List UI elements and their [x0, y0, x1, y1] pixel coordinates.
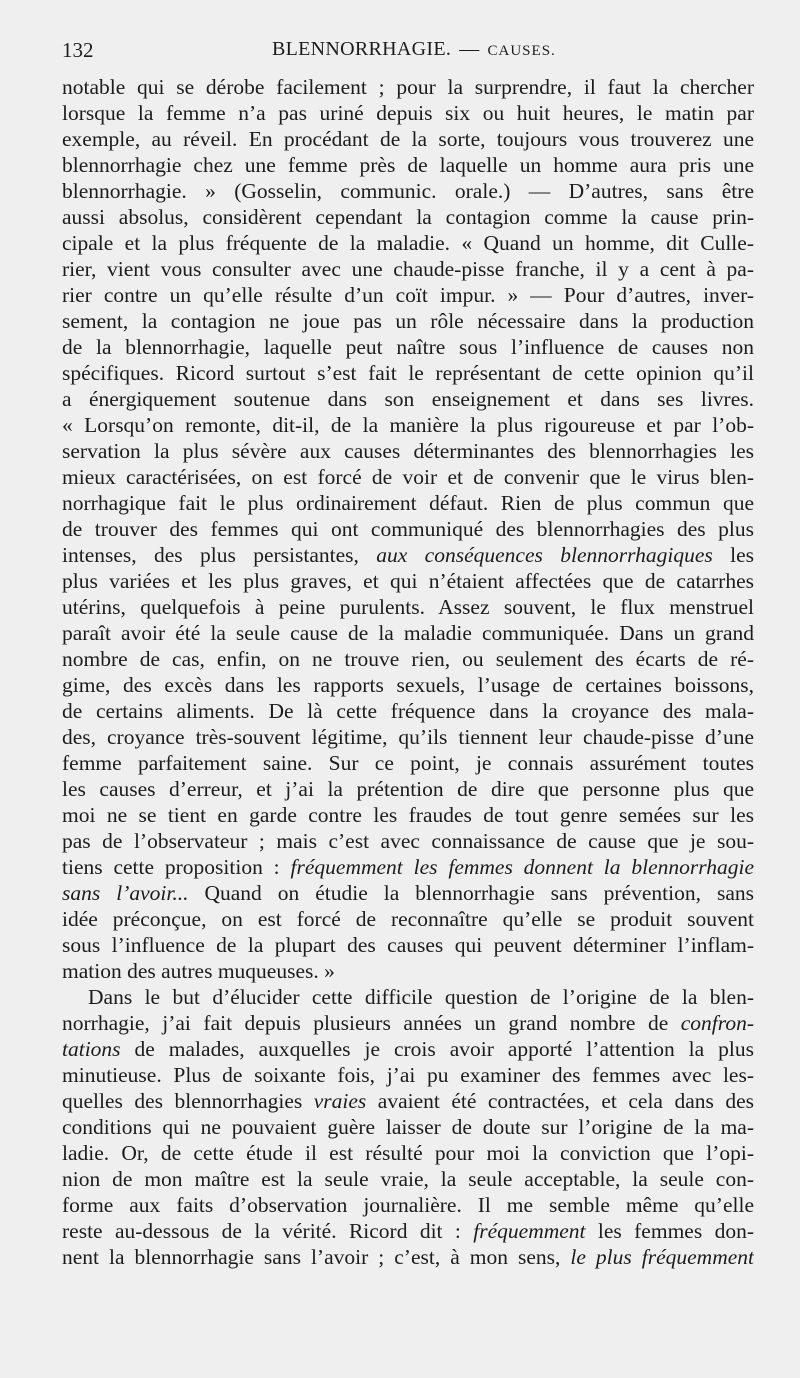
- text-segment: paraît avoir été la seule cause de la maladie communiquée. Dans un grand: [62, 621, 754, 645]
- text-line: [62, 542, 754, 568]
- text-line: [62, 802, 754, 828]
- text-segment: « Lorsqu’on remonte, dit-il, de la manière la plus rigoureuse et par l’ob-: [62, 413, 754, 437]
- text-line: [62, 1166, 754, 1192]
- text-line: [62, 594, 754, 620]
- text-segment: Quand on étudie la blennorrhagie sans prévention, sans: [188, 881, 754, 905]
- text-line: [62, 412, 754, 438]
- text-segment: de certains aliments. De là cette fréquence dans la croyance des mala-: [62, 699, 754, 723]
- text-segment: cipale et la plus fréquente de la maladie. « Quand un homme, dit Culle-: [62, 231, 754, 255]
- text-segment: intenses, des plus persistantes,: [62, 543, 377, 567]
- text-segment: notable qui se dérobe facilement ; pour la surprendre, il faut la chercher: [62, 75, 754, 99]
- text-segment: les causes d’erreur, et j’ai la prétention de dire que personne plus que: [62, 777, 754, 801]
- text-segment: nombre de cas, enfin, on ne trouve rien, ou seulement des écarts de ré-: [62, 647, 754, 671]
- text-line: [62, 776, 754, 802]
- text-segment: utérins, quelquefois à peine purulents. Assez souvent, le flux menstruel: [62, 595, 754, 619]
- text-line: [62, 204, 754, 230]
- text-line: [62, 360, 754, 386]
- text-segment: forme aux faits d’observation journalière. Il me semble même qu’elle: [62, 1193, 754, 1217]
- italic-text: tations: [62, 1037, 121, 1061]
- text-segment: quelles des blennorrhagies: [62, 1089, 314, 1113]
- text-line: [62, 256, 754, 282]
- text-segment: minutieuse. Plus de soixante fois, j’ai pu examiner des femmes avec les-: [62, 1063, 754, 1087]
- running-head: [62, 38, 752, 66]
- text-segment: plus variées et les plus graves, et qui n’étaient affectées que de catarrhes: [62, 569, 754, 593]
- text-segment: Dans le but d’élucider cette difficile question de l’origine de la blen-: [88, 985, 754, 1009]
- text-line: [62, 178, 754, 204]
- italic-text: fréquemment les femmes donnent la blennorrhagie: [290, 855, 754, 879]
- text-segment: aussi absolus, considèrent cependant la contagion comme la cause prin-: [62, 205, 754, 229]
- text-line: [62, 152, 754, 178]
- text-line: [62, 828, 754, 854]
- text-segment: tiens cette proposition :: [62, 855, 291, 879]
- running-title: [272, 38, 556, 61]
- text-line: [62, 230, 754, 256]
- text-line: [62, 282, 754, 308]
- text-segment: les: [712, 543, 754, 567]
- italic-text: aux conséquences blennorrhagiques: [376, 543, 713, 567]
- text-segment: norrhagie, j’ai fait depuis plusieurs années un grand nombre de: [62, 1011, 681, 1035]
- text-line: [62, 100, 754, 126]
- text-segment: blennorrhagie. » (Gosselin, communic. orale.) — D’autres, sans être: [62, 179, 754, 203]
- text-line: [62, 464, 754, 490]
- text-segment: sous l’influence de la plupart des causes qui peuvent déterminer l’inflam-: [62, 933, 754, 957]
- text-segment: rier, vient vous consulter avec une chaude-pisse franche, il y a cent à pa-: [62, 257, 754, 281]
- text-segment: les femmes don-: [585, 1219, 754, 1243]
- text-segment: reste au-dessous de la vérité. Ricord dit :: [62, 1219, 474, 1243]
- text-line: [62, 958, 754, 984]
- text-segment: moi ne se tient en garde contre les fraudes de tout genre semées sur les: [62, 803, 754, 827]
- italic-text: sans l’avoir...: [62, 881, 189, 905]
- text-segment: de trouver des femmes qui ont communiqué des blennorrhagies des plus: [62, 517, 754, 541]
- text-line: [62, 516, 754, 542]
- italic-text: confron-: [680, 1011, 754, 1035]
- italic-text: fréquemment: [473, 1219, 586, 1243]
- text-segment: de la blennorrhagie, laquelle peut naître sous l’influence de causes non: [62, 335, 754, 359]
- text-segment: conditions qui ne pouvaient guère laisser de doute sur l’origine de la ma-: [62, 1115, 754, 1139]
- text-segment: sement, la contagion ne joue pas un rôle nécessaire dans la production: [62, 309, 754, 333]
- text-line: [62, 386, 754, 412]
- text-line: [62, 1192, 754, 1218]
- text-line: [62, 1114, 754, 1140]
- text-line: [62, 854, 754, 880]
- text-line: [62, 880, 754, 906]
- text-segment: servation la plus sévère aux causes déterminantes des blennorrhagies les: [62, 439, 754, 463]
- text-segment: des, croyance très-souvent légitime, qu’ils tiennent leur chaude-pisse d’une: [62, 725, 754, 749]
- text-line: [62, 308, 754, 334]
- text-segment: pas de l’observateur ; mais c’est avec connaissance de cause que je sou-: [62, 829, 754, 853]
- text-segment: exemple, au réveil. En procédant de la sorte, toujours vous trouverez une: [62, 127, 754, 151]
- italic-text: vraies: [313, 1089, 367, 1113]
- text-segment: mation des autres muqueuses. »: [62, 959, 335, 983]
- text-segment: de malades, auxquelles je crois avoir apporté l’attention la plus: [120, 1037, 754, 1061]
- text-line: [62, 1244, 754, 1270]
- text-line: [62, 724, 754, 750]
- text-line: [62, 1140, 754, 1166]
- text-line: [62, 568, 754, 594]
- text-segment: nent la blennorrhagie sans l’avoir ; c’est, à mon sens,: [62, 1245, 571, 1269]
- text-segment: blennorrhagie chez une femme près de laquelle un homme aura pris une: [62, 153, 754, 177]
- text-segment: rier contre un qu’elle résulte d’un coït impur. » — Pour d’autres, inver-: [62, 283, 754, 307]
- text-line: [62, 698, 754, 724]
- text-line: [62, 438, 754, 464]
- text-line: [62, 1010, 754, 1036]
- text-line: [62, 1062, 754, 1088]
- page-number: 132: [62, 38, 94, 62]
- body-text: [62, 74, 754, 1270]
- text-line: [62, 672, 754, 698]
- text-line: [62, 906, 754, 932]
- text-segment: norrhagique fait le plus ordinairement défaut. Rien de plus commun que: [62, 491, 754, 515]
- text-line: [62, 646, 754, 672]
- text-segment: lorsque la femme n’a pas uriné depuis six ou huit heures, le matin par: [62, 101, 754, 125]
- text-segment: spécifiques. Ricord surtout s’est fait le représentant de cette opinion qu’il: [62, 361, 754, 385]
- text-segment: mieux caractérisées, on est forcé de voir et de convenir que le virus blen-: [62, 465, 754, 489]
- text-segment: femme parfaitement saine. Sur ce point, je connais assurément toutes: [62, 751, 754, 775]
- italic-text: le plus fréquemment: [570, 1245, 754, 1269]
- text-segment: ladie. Or, de cette étude il est résulté pour moi la conviction que l’opi-: [62, 1141, 754, 1165]
- text-line: [62, 620, 754, 646]
- text-segment: a énergiquement soutenue dans son enseignement et dans ses livres.: [62, 387, 754, 411]
- text-line: [62, 984, 754, 1010]
- text-line: [62, 126, 754, 152]
- text-segment: nion de mon maître est la seule vraie, la seule acceptable, la seule con-: [62, 1167, 754, 1191]
- text-line: [62, 750, 754, 776]
- text-line: [62, 1218, 754, 1244]
- text-line: [62, 334, 754, 360]
- text-line: [62, 490, 754, 516]
- text-segment: avaient été contractées, et cela dans des: [366, 1089, 754, 1113]
- title-dash: —: [459, 38, 480, 60]
- text-line: [62, 74, 754, 100]
- text-line: [62, 932, 754, 958]
- text-segment: gime, des excès dans les rapports sexuels, l’usage de certaines boissons,: [62, 673, 754, 697]
- text-segment: idée préconçue, on est forcé de reconnaître qu’elle se produit souvent: [62, 907, 754, 931]
- title-text: BLENNORRHAGIE.: [272, 38, 452, 60]
- section-subtitle: CAUSES.: [487, 43, 556, 59]
- text-line: [62, 1036, 754, 1062]
- text-line: [62, 1088, 754, 1114]
